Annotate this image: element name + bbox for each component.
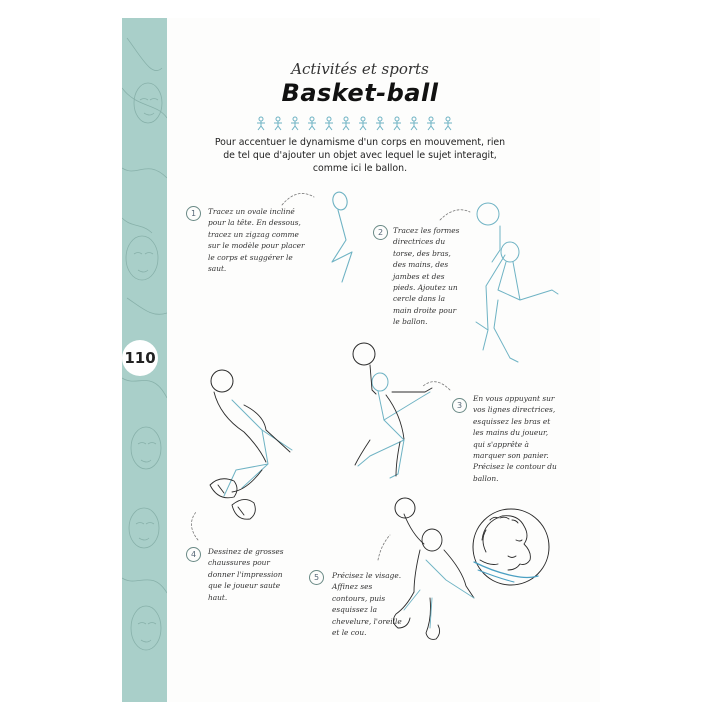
figure-step-1 xyxy=(331,190,352,282)
figure-step-4 xyxy=(210,370,292,519)
step-4-text: Dessinez de grosses chaussures pour donner l'impression que le joueur saute haut. xyxy=(208,547,284,602)
intro-paragraph: Pour accentuer le dynamisme d'un corps en mouvement, rien de tel que d'ajouter un objet avec lequel le sujet interagit, comme ici le ballon. xyxy=(214,137,506,174)
arrow-step-5 xyxy=(378,535,390,560)
step-1-number: 1 xyxy=(186,206,201,221)
page-number: 110 xyxy=(122,340,158,376)
step-2-number: 2 xyxy=(373,225,388,240)
step-5-number: 5 xyxy=(309,570,324,585)
figure-step-3 xyxy=(353,343,432,478)
figure-step-2 xyxy=(476,203,558,362)
face-detail-circle xyxy=(473,509,549,585)
step-2-text: Tracez les formes directrices du torse, des bras, des mains, des jambes et des pieds. Ajoutez un cercle dans la main droite pour le ballon. xyxy=(393,226,460,327)
step-5-text: Précisez le visage. Affinez ses contours, puis esquissez la chevelure, l'oreille et le cou. xyxy=(332,571,402,638)
arrow-step-4 xyxy=(191,512,198,540)
step-1-text: Tracez un ovale incliné pour la tête. En dessous, tracez un zigzag comme sur le modèle pour placer le corps et suggérer le saut. xyxy=(208,207,305,274)
arrow-step-1 xyxy=(282,193,314,205)
step-4-number: 4 xyxy=(186,547,201,562)
arrow-step-3 xyxy=(422,382,450,390)
step-3-text: En vous appuyant sur vos lignes directrices, esquissez les bras et les mains du joueur, qui s'apprête à marquer son panier. Précisez le contour du ballon. xyxy=(473,394,557,483)
step-3-number: 3 xyxy=(452,398,467,413)
figure-step-5 xyxy=(393,498,474,639)
page-title: Basket-ball xyxy=(281,79,439,107)
section-title: Activités et sports xyxy=(291,60,429,78)
arrow-step-2 xyxy=(440,210,470,220)
